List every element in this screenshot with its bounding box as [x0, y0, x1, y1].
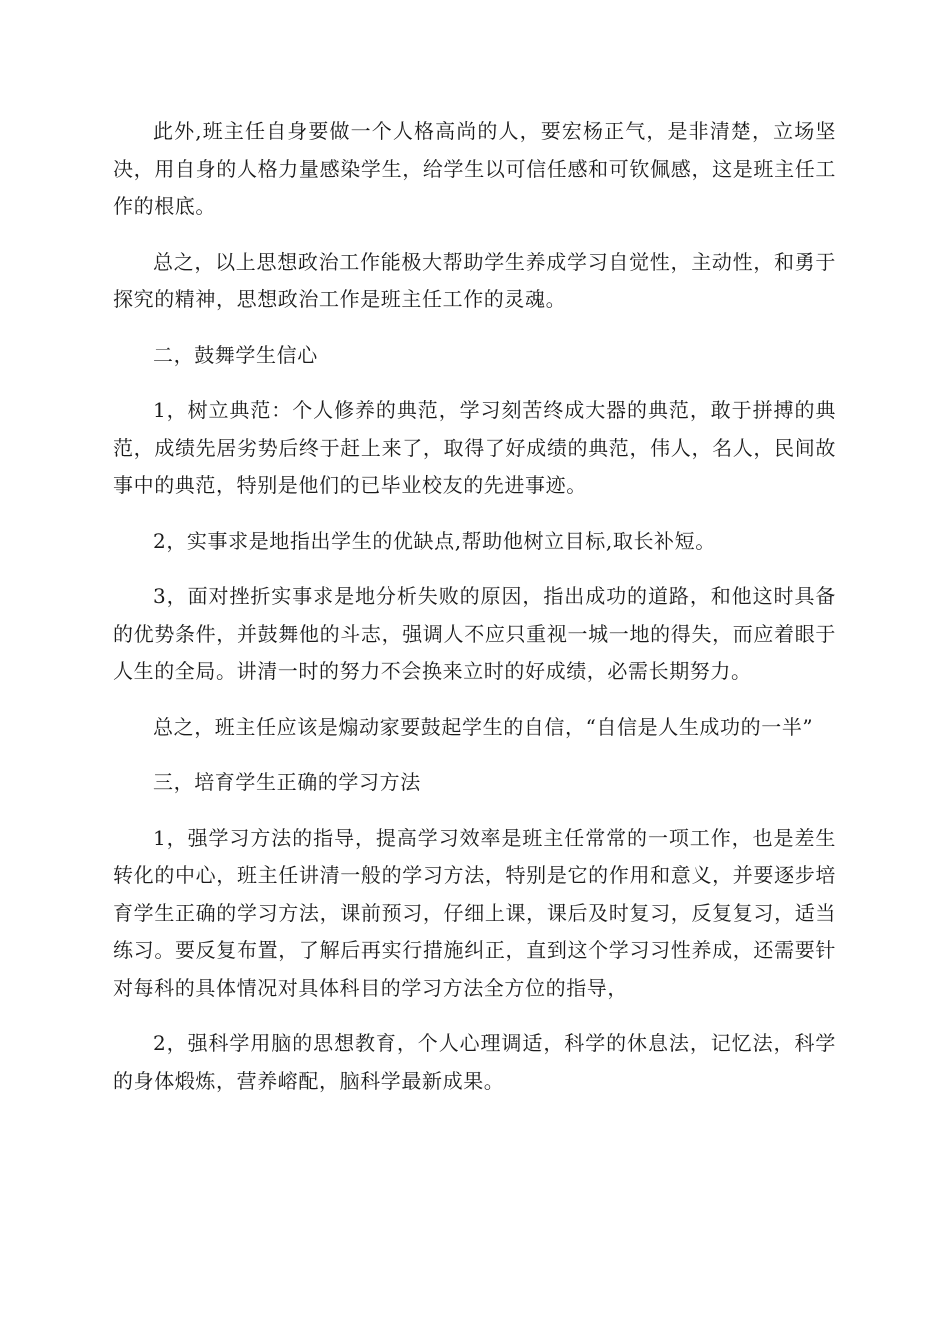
paragraph-scientific-brain-use: 2，强科学用脑的思想教育，个人心理调适，科学的休息法，记忆法，科学的身体煅炼，营养嵱配，脑科学最新成果。 — [113, 1031, 836, 1093]
paragraph-gap — [113, 319, 836, 337]
paragraph-method-guidance: 1，强学习方法的指导，提高学习效率是班主任常常的一项工作，也是差生转化的中心，班主任讲清一般的学习方法，特别是它的作用和意义，并要逐步培育学生正确的学习方法，课前预习，仔细上课，课后及时复习，反复复习，适当练习。要反复布置，了解后再实行措施纠正，直到这个学习习性养成，还需要针对每科的具体情况对具体科目的学习方法全方位的指导， — [113, 825, 836, 1000]
paragraph-gap — [113, 560, 836, 578]
paragraph-gap — [113, 226, 836, 244]
paragraph-gap — [113, 691, 836, 709]
section-heading-study-methods: 三，培育学生正确的学习方法 — [153, 770, 421, 794]
paragraph-gap — [113, 505, 836, 523]
paragraph-personal-character: 此外,班主任自身要做一个人格高尚的人，要宏杨正气，是非清楚，立场坚决，用自身的人格力量感染学生，给学生以可信任感和可钦佩感，这是班主任工作的根底。 — [113, 119, 836, 218]
paragraph-gap — [113, 746, 836, 764]
paragraph-facing-setbacks: 3，面对挫折实事求是地分析失败的原因，指出成功的道路，和他这时具备的优势条件，并鼓舞他的斗志，强调人不应只重视一城一地的得失，而应着眼于人生的全局。讲清一时的努力不会换来立时的好成绩，必需长期努力。 — [113, 584, 836, 683]
paragraph-gap — [113, 374, 836, 392]
paragraph-gap — [113, 802, 836, 820]
paragraph-role-models: 1，树立典范：个人修养的典范，学习刻苦终成大器的典范，敢于拼搏的典范，成绩先居劣势后终于赶上来了，取得了好成绩的典范，伟人，名人，民间故事中的典范，特别是他们的已毕业校友的先进事迹。 — [113, 398, 836, 497]
section-heading-confidence: 二，鼓舞学生信心 — [153, 342, 318, 367]
paragraph-strengths-weaknesses: 2，实事求是地指出学生的优缺点,帮助他树立目标,取长补短。 — [153, 528, 716, 553]
paragraph-gap — [113, 1007, 836, 1025]
paragraph-summary-ideology: 总之，以上思想政治工作能极大帮助学生养成学习自觉性，主动性，和勇于探究的精神，思想政治工作是班主任工作的灵魂。 — [113, 249, 836, 311]
paragraph-summary-confidence: 总之，班主任应该是煽动家要鼓起学生的自信，“自信是人生成功的一半” — [153, 714, 814, 739]
